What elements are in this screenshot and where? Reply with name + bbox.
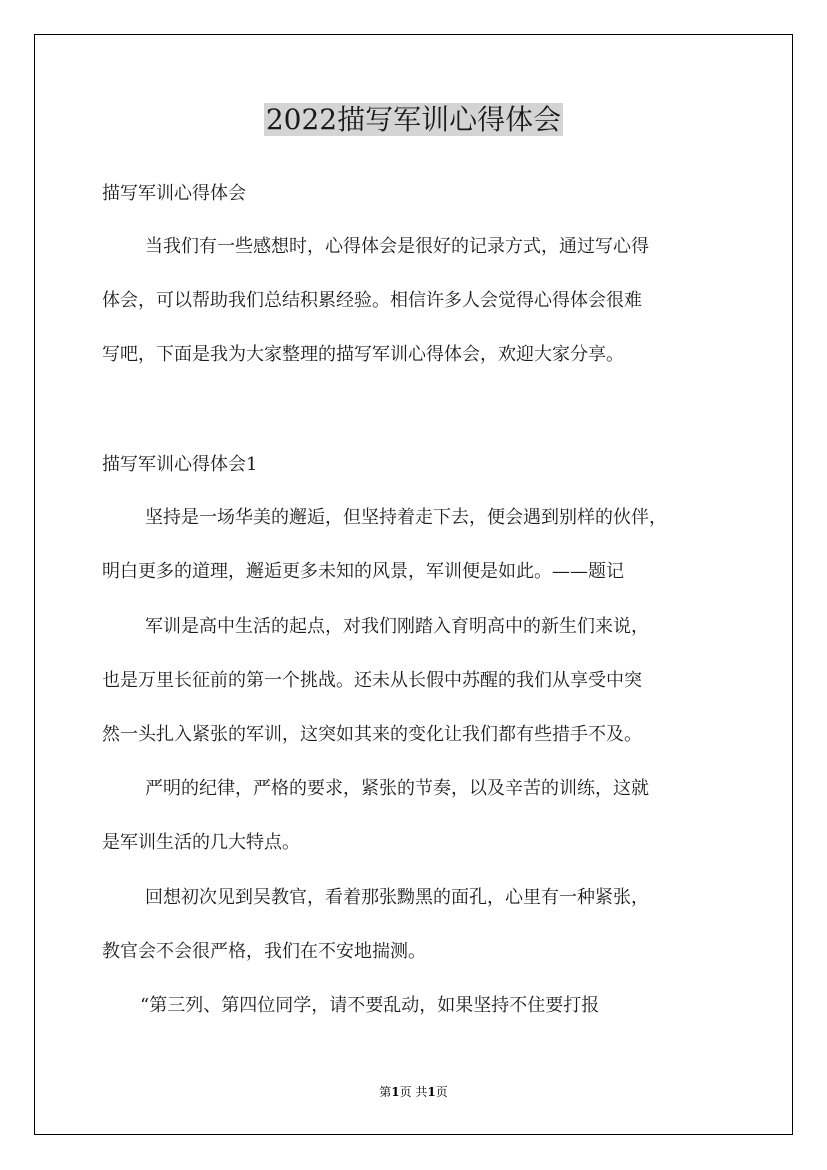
body-line-10: “第三列、第四位同学，请不要乱动，如果坚持不住要打报 xyxy=(140,995,600,1016)
body-line-9: 教官会不会很严格，我们在不安地揣测。 xyxy=(102,941,426,962)
body-line-7: 是军训生活的几大特点。 xyxy=(102,832,300,853)
page-footer: 第1页 共1页 xyxy=(379,1085,448,1099)
body-line-1: 坚持是一场华美的邂逅，但坚持着走下去，便会遇到别样的伙伴， xyxy=(145,507,667,528)
body-line-4: 也是万里长征前的第一个挑战。还未从长假中苏醒的我们从享受中突 xyxy=(102,670,642,691)
body-line-3: 军训是高中生活的起点，对我们刚踏入育明高中的新生们来说， xyxy=(145,616,649,637)
body-line-5: 然一头扎入紧张的军训，这突如其来的变化让我们都有些措手不及。 xyxy=(102,724,642,745)
subtitle: 描写军训心得体会 xyxy=(102,183,246,204)
section-heading: 描写军训心得体会1 xyxy=(102,454,258,475)
intro-line-2: 体会，可以帮助我们总结积累经验。相信许多人会觉得心得体会很难 xyxy=(102,290,642,311)
body-line-6: 严明的纪律，严格的要求，紧张的节奏，以及辛苦的训练，这就 xyxy=(145,778,649,799)
body-line-2: 明白更多的道理，邂逅更多未知的风景，军训便是如此。——题记 xyxy=(102,561,624,582)
body-line-8: 回想初次见到吴教官，看着那张黝黑的面孔，心里有一种紧张， xyxy=(145,887,649,908)
intro-line-1: 当我们有一些感想时，心得体会是很好的记录方式，通过写心得 xyxy=(145,236,649,257)
document-title: 2022描写军训心得体会 xyxy=(265,103,562,136)
intro-line-3: 写吧，下面是我为大家整理的描写军训心得体会，欢迎大家分享。 xyxy=(102,344,624,365)
